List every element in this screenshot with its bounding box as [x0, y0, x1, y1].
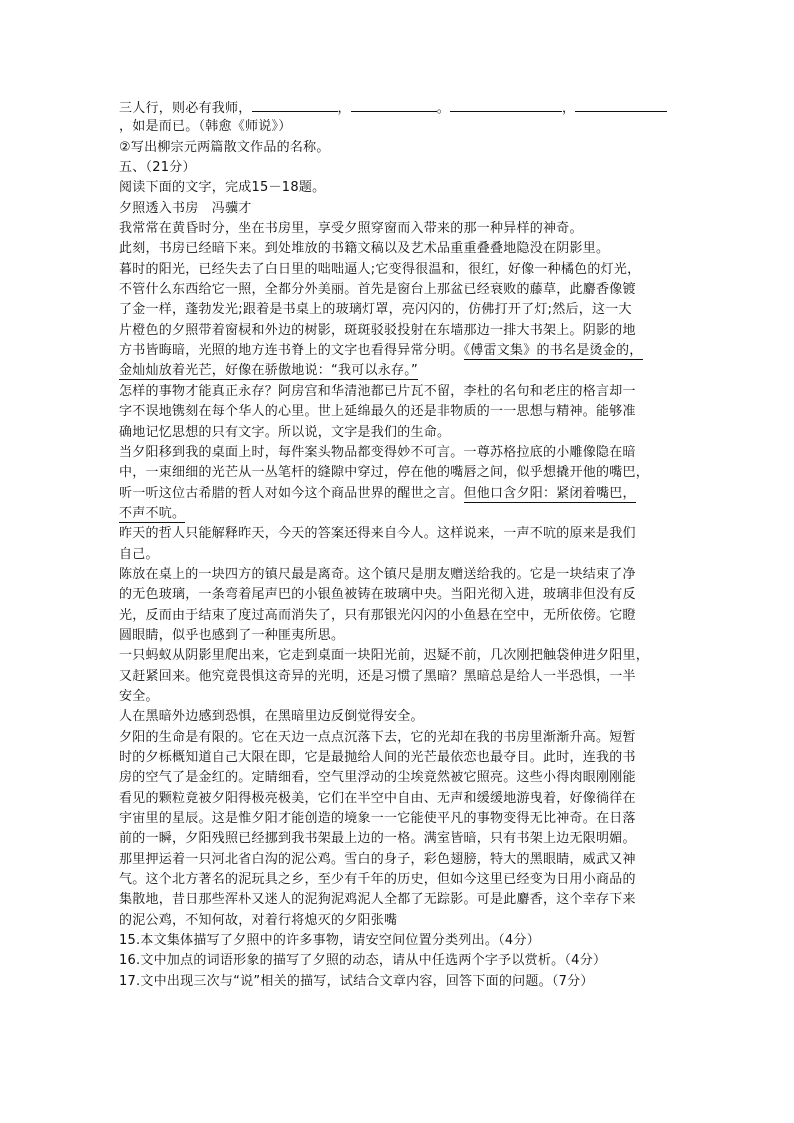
text-line: 前的一瞬，夕阳残照已经挪到我书架最上边的一格。满室皆暗，只有书架上边无限明媚。: [119, 831, 636, 847]
text-line: [119, 484, 689, 504]
underlined-text: 但他口含夕阳：紧闭着嘴巴，: [463, 485, 636, 501]
section-heading: 五、（21分）: [119, 160, 196, 176]
question-16: 16.文中加点的词语形象的描写了夕照的动态，请从中任选两个字予以赏析。（4分）: [119, 953, 607, 969]
text-line: 片橙色的夕照带着窗棂和外边的树影，斑斑驳驳投射在东墙那边一排大书架上。阴影的地: [119, 322, 636, 338]
text-line: 夕阳的生命是有限的。它在天边一点点沉落下去，它的光却在我的书房里渐渐升高。短暂: [119, 729, 636, 745]
text-line: [119, 361, 689, 381]
article-title: 夕照透入书房 冯骥才: [119, 200, 252, 216]
text-line: [119, 504, 689, 524]
text-line: ，如是而已。（韩愈《师说》）: [119, 119, 292, 135]
text: 方书皆晦暗，光照的地方连书脊上的文字也看得异常分明。: [119, 343, 464, 359]
text-line: 那里押运着一只河北省白沟的泥公鸡。雪白的身子，彩色翅膀，特大的黑眼睛，威武又神: [119, 851, 636, 867]
text-line: 字不误地镌刻在每个华人的心里。世上延绵最久的还是非物质的一一思想与精神。能够准: [119, 404, 636, 420]
text-line: ②写出柳宗元两篇散文作品的名称。: [119, 139, 330, 155]
text-line: 不管什么东西给它一照，全都分外美丽。首先是窗台上那盆已经衰败的藤草，此麝香像镀: [119, 282, 636, 298]
text-line: 怎样的事物才能真正永存？阿房宫和华清池都已片瓦不留，李杜的名句和老庄的格言却一: [119, 383, 636, 399]
text-line: 时的夕栎概知道自己大限在即，它是最抛给人间的光芒最依恋也最夺目。此时，连我的书: [119, 750, 636, 765]
text-line: 光，反而由于结束了度过高而消失了，只有那银光闪闪的小鱼悬在空中，无所依傍。它瞪: [119, 607, 636, 623]
underlined-text: 不声不吭。: [119, 505, 186, 521]
text: 。: [436, 101, 451, 116]
text-line: 宇宙里的星辰。这是惟夕阳才能创造的境象一一它能使平凡的事物变得无比神奇。在日落: [119, 811, 636, 827]
answer-blank[interactable]: [450, 97, 562, 112]
answer-blank[interactable]: [351, 97, 437, 112]
text-line: [119, 341, 689, 361]
text-line: 暮时的阳光，已经失去了白日里的咄咄逼人;它变得很温和，很红，好像一种橘色的灯光，: [119, 261, 641, 277]
text-line: 人在黑暗外边感到恐惧，在黑暗里边反倒觉得安全。: [119, 709, 424, 725]
text: ，: [562, 101, 576, 116]
text: ，: [337, 101, 351, 116]
text-line: 一只蚂蚁从阴影里爬出来，它走到桌面一块阳光前，迟疑不前，几次刚把触袋伸进夕阳里，: [119, 648, 650, 664]
underlined-text: 金灿灿放着光芒，好像在骄傲地说：“我可以永存。”: [119, 363, 418, 379]
text-line: 安全。: [119, 688, 159, 704]
text-line: 气。这个北方著名的泥玩具之乡，至少有千年的历史，但如今这里已经变为日用小商品的: [119, 872, 636, 888]
question-17: 17.文中出现三次与“说”相关的描写，试结合文章内容，回答下面的问题。（7分）: [119, 973, 594, 989]
text-line: 的泥公鸡，不知何故，对着行将熄灭的夕阳张嘴: [119, 912, 398, 928]
answer-blank[interactable]: [252, 97, 338, 112]
text-line: 我常常在黄昏时分，坐在书房里，享受夕照穿窗而入带来的那一种异样的神奇。: [119, 221, 583, 237]
instruction-line: 阅读下面的文字，完成15－18题。: [119, 180, 326, 196]
text-line: 陈放在桌上的一块四方的镇尺最是离奇。这个镇尺是朋友赠送给我的。它是一块结束了净: [119, 566, 636, 582]
answer-blank[interactable]: [575, 97, 667, 112]
text-line: 当夕阳移到我的桌面上时，每件案头物品都变得妙不可言。一尊苏格拉底的小雕像隐在暗: [119, 444, 636, 460]
text-line: 了金一样，蓬勃发光;跟着是书桌上的玻璃灯罩，亮闪闪的，仿佛打开了灯;然后，这一大: [119, 302, 632, 318]
text-line: 圆眼睛，似乎也感到了一种匪夷所思。: [119, 627, 345, 643]
text-line: 中，一束细细的光芒从一丛笔杆的缝隙中穿过，停在他的嘴唇之间，似乎想撬开他的嘴巴，: [119, 465, 650, 481]
document-page: [119, 97, 689, 992]
text-line: 此刻，书房已经暗下来。到处堆放的书籍文稿以及艺术品重重叠叠地隐没在阴影里。: [119, 241, 610, 257]
question-15: 15.本文集体描写了夕照中的许多事物，请安空间位置分类列出。（4分）: [119, 933, 540, 949]
text-line: 集散地，昔日那些浑朴又迷人的泥狗泥鸡泥人全都了无踪影。可是此麝香，这个幸存下来: [119, 892, 636, 908]
text: 三人行，则必有我师，: [119, 101, 252, 116]
text-line: 看见的颗粒竟被夕阳得极亮极美，它们在半空中自由、无声和缓缓地游曳着，好像徜徉在: [119, 790, 636, 806]
fill-blank-line: [119, 97, 689, 117]
text-line: 昨天的哲人只能解释昨天，今天的答案还得来自今人。这样说来，一声不吭的原来是我们: [119, 526, 636, 542]
text-line: 房的空气了是金红的。定睛细看，空气里浮动的尘埃竟然被它照亮。这些小得肉眼刚刚能: [119, 770, 636, 786]
text-line: 又赶紧回来。他究竟畏惧这奇异的光明，还是习惯了黑暗？黑暗总是给人一半恐惧，一半: [119, 668, 636, 684]
text: 听一听这位古希腊的哲人对如今这个商品世界的醒世之言。: [119, 485, 464, 501]
text-line: 自己。: [119, 546, 159, 562]
underlined-text: 《傅雷文集》的书名是烫金的，: [463, 343, 643, 359]
text-line: 确地记忆思想的只有文字。所以说，文字是我们的生命。: [119, 424, 451, 440]
text-line: 的无色玻璃，一条弯着尾声巴的小银鱼被铸在玻璃中央。当阳光彻入进，玻璃非但没有反: [119, 587, 636, 603]
